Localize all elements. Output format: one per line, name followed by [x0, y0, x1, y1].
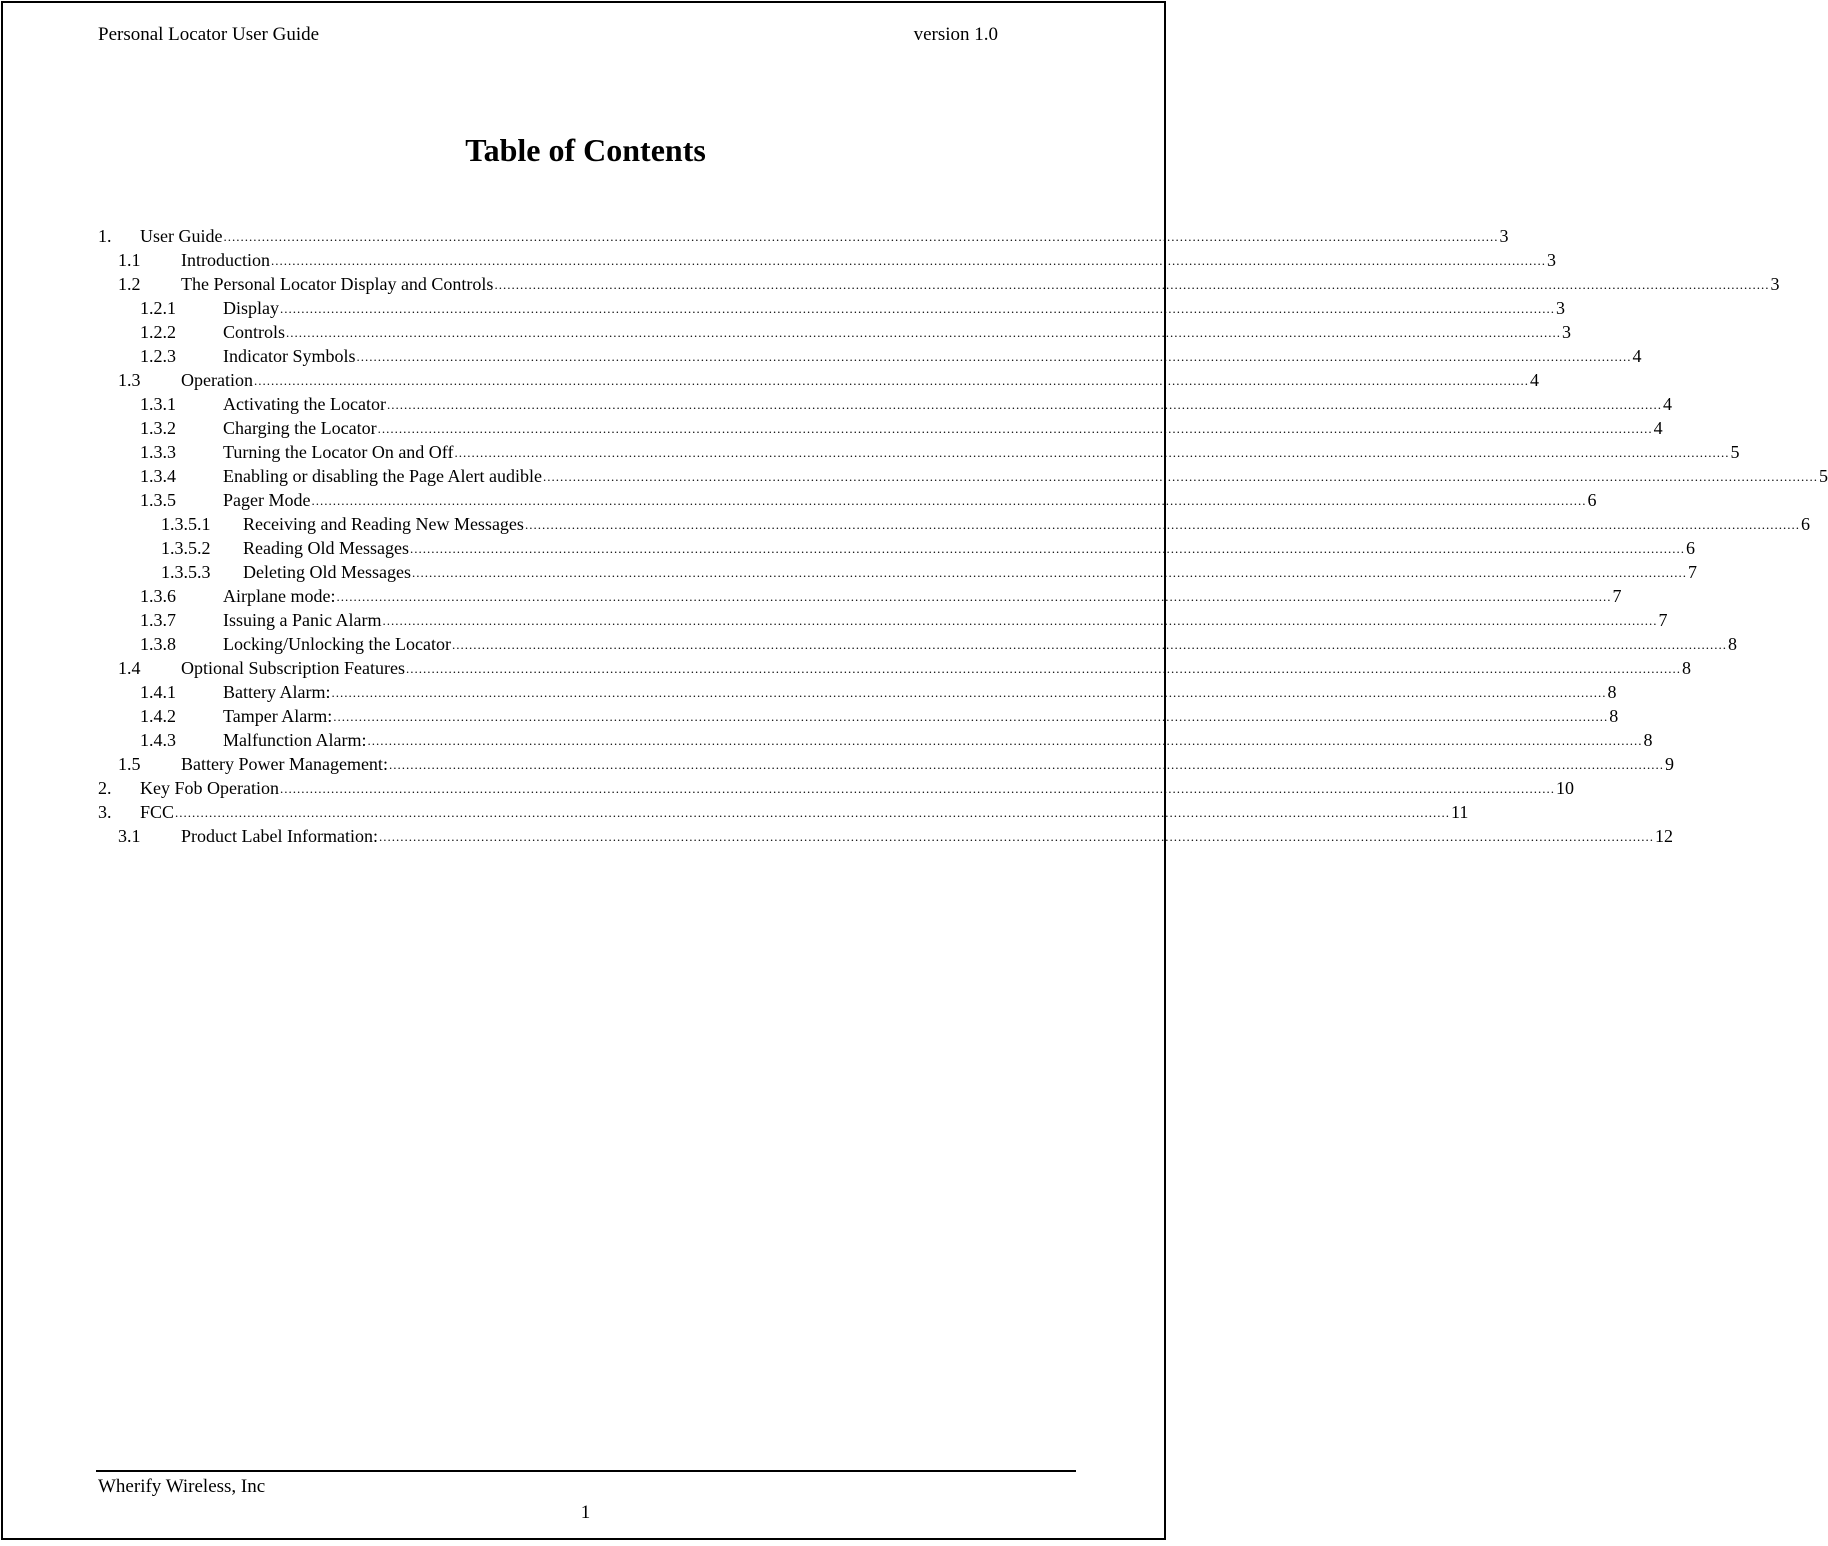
table-of-contents — [98, 222, 1828, 846]
toc-dot-leader: ............................................................................................................................................................................................................................................................................................................ — [280, 301, 1555, 316]
toc-entry-number: 1.3.3 — [140, 442, 176, 462]
toc-entry-title: Indicator Symbols — [223, 346, 356, 366]
footer-company: Wherify Wireless, Inc — [98, 1476, 266, 1497]
toc-entry-page: 8 — [1643, 730, 1653, 750]
toc-entry[interactable] — [98, 462, 1828, 486]
toc-entry-title: Charging the Locator — [223, 418, 377, 438]
toc-entry[interactable] — [98, 222, 1509, 246]
toc-dot-leader: ............................................................................................................................................................................................................................................................................................................ — [411, 565, 1687, 580]
toc-dot-leader: ............................................................................................................................................................................................................................................................................................................ — [223, 229, 1499, 244]
toc-entry-page: 7 — [1612, 586, 1622, 606]
toc-entry-page: 11 — [1451, 802, 1469, 822]
toc-dot-leader: ............................................................................................................................................................................................................................................................................................................ — [388, 757, 1664, 772]
toc-entry-title: Issuing a Panic Alarm — [223, 610, 382, 630]
toc-entry[interactable] — [98, 510, 1810, 534]
toc-entry-title: User Guide — [140, 226, 223, 246]
toc-dot-leader: ............................................................................................................................................................................................................................................................................................................ — [367, 733, 1643, 748]
toc-entry[interactable] — [98, 678, 1617, 702]
toc-dot-leader: ............................................................................................................................................................................................................................................................................................................ — [377, 421, 1653, 436]
toc-entry-page: 3 — [1562, 322, 1572, 342]
toc-entry-number: 1.3.4 — [140, 466, 176, 486]
toc-entry-page: 4 — [1632, 346, 1642, 366]
toc-entry-title: Key Fob Operation — [140, 778, 279, 798]
toc-entry-page: 8 — [1681, 658, 1691, 678]
page-title: Table of Contents — [465, 132, 706, 168]
toc-entry[interactable] — [98, 654, 1691, 678]
toc-entry-number: 1.2.2 — [140, 322, 176, 342]
toc-entry-number: 1.4.3 — [140, 730, 176, 750]
toc-entry-title: The Personal Locator Display and Controls — [181, 274, 494, 294]
toc-entry-title: Activating the Locator — [223, 394, 386, 414]
toc-entry-page: 8 — [1609, 706, 1619, 726]
toc-entry[interactable] — [98, 582, 1622, 606]
toc-dot-leader: ............................................................................................................................................................................................................................................................................................................ — [311, 493, 1587, 508]
toc-entry-number: 3. — [98, 802, 112, 822]
toc-entry-number: 1.3.5.2 — [161, 538, 211, 558]
toc-entry-number: 1.3.5.1 — [161, 514, 211, 534]
toc-entry-title: Introduction — [181, 250, 270, 270]
toc-entry-title: Malfunction Alarm: — [223, 730, 367, 750]
toc-dot-leader: ............................................................................................................................................................................................................................................................................................................ — [382, 613, 1658, 628]
toc-entry-title: Operation — [181, 370, 253, 390]
toc-entry[interactable] — [98, 342, 1642, 366]
toc-entry-page: 6 — [1587, 490, 1597, 510]
toc-entry-title: Controls — [223, 322, 286, 342]
toc-entry-number: 1.3.6 — [140, 586, 176, 606]
toc-entry-page: 8 — [1607, 682, 1617, 702]
toc-entry[interactable] — [98, 486, 1597, 510]
toc-entry-page: 3 — [1770, 274, 1780, 294]
toc-entry-page: 5 — [1818, 466, 1828, 486]
toc-dot-leader: ............................................................................................................................................................................................................................................................................................................ — [494, 277, 1770, 292]
toc-entry-page: 6 — [1685, 538, 1695, 558]
toc-entry-number: 3.1 — [118, 826, 141, 846]
toc-entry-page: 3 — [1499, 226, 1509, 246]
toc-entry[interactable] — [98, 366, 1539, 390]
toc-entry-number: 1.4.2 — [140, 706, 176, 726]
toc-dot-leader: ............................................................................................................................................................................................................................................................................................................ — [542, 469, 1818, 484]
toc-entry-title: Tamper Alarm: — [223, 706, 333, 726]
toc-entry[interactable] — [98, 774, 1574, 798]
toc-dot-leader: ............................................................................................................................................................................................................................................................................................................ — [405, 661, 1681, 676]
toc-entry-title: Airplane mode: — [223, 586, 336, 606]
toc-dot-leader: ............................................................................................................................................................................................................................................................................................................ — [524, 517, 1800, 532]
toc-entry-number: 1.3.7 — [140, 610, 176, 630]
toc-dot-leader: ............................................................................................................................................................................................................................................................................................................ — [331, 685, 1607, 700]
toc-dot-leader: ............................................................................................................................................................................................................................................................................................................ — [175, 805, 1451, 820]
toc-entry-page: 8 — [1727, 634, 1737, 654]
toc-entry[interactable] — [98, 270, 1780, 294]
toc-entry-title: Enabling or disabling the Page Alert audible — [223, 466, 542, 486]
toc-entry-page: 7 — [1658, 610, 1668, 630]
toc-entry[interactable] — [98, 534, 1695, 558]
toc-entry[interactable] — [98, 630, 1737, 654]
toc-entry-number: 1.1 — [118, 250, 141, 270]
toc-entry-page: 7 — [1687, 562, 1697, 582]
toc-entry-title: Product Label Information: — [181, 826, 378, 846]
toc-entry-title: Turning the Locator On and Off — [223, 442, 454, 462]
toc-entry-number: 1.3 — [118, 370, 141, 390]
toc-entry-number: 1.3.5 — [140, 490, 176, 510]
toc-entry-title: Battery Power Management: — [181, 754, 388, 774]
toc-entry-page: 9 — [1664, 754, 1674, 774]
toc-entry-number: 1.3.5.3 — [161, 562, 211, 582]
document-header-title: Personal Locator User Guide — [98, 24, 320, 45]
toc-entry[interactable] — [98, 606, 1668, 630]
toc-dot-leader: ............................................................................................................................................................................................................................................................................................................ — [386, 397, 1662, 412]
toc-entry[interactable] — [98, 822, 1673, 846]
footer-page-number: 1 — [580, 1502, 591, 1523]
toc-entry-number: 1.2 — [118, 274, 141, 294]
toc-entry[interactable] — [98, 558, 1697, 582]
toc-entry-page: 5 — [1730, 442, 1740, 462]
toc-dot-leader: ............................................................................................................................................................................................................................................................................................................ — [270, 253, 1546, 268]
toc-entry-title: Receiving and Reading New Messages — [243, 514, 524, 534]
toc-entry-title: FCC — [140, 802, 175, 822]
toc-entry[interactable] — [98, 438, 1740, 462]
toc-entry[interactable] — [98, 798, 1469, 822]
toc-entry-page: 12 — [1654, 826, 1673, 846]
toc-entry-number: 2. — [98, 778, 112, 798]
toc-dot-leader: ............................................................................................................................................................................................................................................................................................................ — [454, 445, 1730, 460]
footer-divider — [96, 1470, 1076, 1472]
toc-entry-title: Battery Alarm: — [223, 682, 331, 702]
toc-entry-title: Display — [223, 298, 279, 318]
toc-entry-number: 1.5 — [118, 754, 141, 774]
toc-dot-leader: ............................................................................................................................................................................................................................................................................................................ — [336, 589, 1612, 604]
toc-entry-page: 4 — [1529, 370, 1539, 390]
toc-entry[interactable] — [98, 246, 1556, 270]
toc-dot-leader: ............................................................................................................................................................................................................................................................................................................ — [253, 373, 1529, 388]
toc-entry-title: Locking/Unlocking the Locator — [223, 634, 451, 654]
toc-entry-number: 1.4 — [118, 658, 141, 678]
toc-entry-title: Reading Old Messages — [243, 538, 409, 558]
toc-entry[interactable] — [98, 702, 1619, 726]
toc-entry-number: 1.3.1 — [140, 394, 176, 414]
toc-entry[interactable] — [98, 318, 1572, 342]
toc-entry-number: 1.3.8 — [140, 634, 176, 654]
toc-entry-number: 1.2.1 — [140, 298, 176, 318]
toc-entry-title: Pager Mode — [223, 490, 311, 510]
toc-entry-number: 1.4.1 — [140, 682, 176, 702]
toc-entry-number: 1. — [98, 226, 112, 246]
toc-entry-page: 4 — [1653, 418, 1663, 438]
toc-entry-number: 1.3.2 — [140, 418, 176, 438]
toc-entry-title: Optional Subscription Features — [181, 658, 405, 678]
toc-entry-page: 10 — [1555, 778, 1574, 798]
document-header-version: version 1.0 — [913, 24, 998, 45]
toc-entry[interactable] — [98, 750, 1674, 774]
toc-dot-leader: ............................................................................................................................................................................................................................................................................................................ — [356, 349, 1632, 364]
toc-entry-page: 4 — [1662, 394, 1672, 414]
toc-dot-leader: ............................................................................................................................................................................................................................................................................................................ — [279, 781, 1555, 796]
toc-entry[interactable] — [98, 726, 1653, 750]
toc-entry-page: 3 — [1546, 250, 1556, 270]
toc-dot-leader: ............................................................................................................................................................................................................................................................................................................ — [286, 325, 1562, 340]
toc-dot-leader: ............................................................................................................................................................................................................................................................................................................ — [378, 829, 1654, 844]
toc-entry-title: Deleting Old Messages — [243, 562, 411, 582]
toc-entry-number: 1.2.3 — [140, 346, 176, 366]
toc-dot-leader: ............................................................................................................................................................................................................................................................................................................ — [451, 637, 1727, 652]
toc-entry[interactable] — [98, 294, 1565, 318]
toc-entry-page: 3 — [1556, 298, 1565, 318]
toc-dot-leader: ............................................................................................................................................................................................................................................................................................................ — [409, 541, 1685, 556]
toc-dot-leader: ............................................................................................................................................................................................................................................................................................................ — [333, 709, 1609, 724]
toc-entry-page: 6 — [1800, 514, 1810, 534]
toc-entry[interactable] — [98, 414, 1663, 438]
toc-entry[interactable] — [98, 390, 1672, 414]
